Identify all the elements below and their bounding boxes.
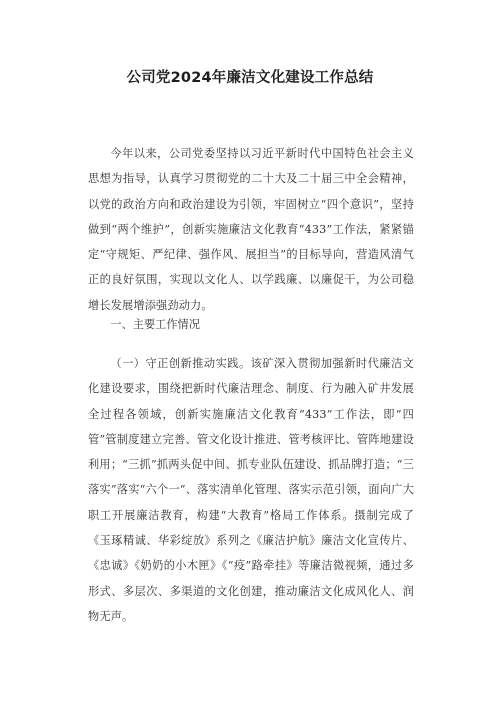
- intro-paragraph: 今年以来，公司党委坚持以习近平新时代中国特色社会主义思想为指导，认真学习贯彻党的二十大及二十届三中全会精神，以党的政治方向和政治建设为引领，牢固树立“四个意识”，坚持做到“两个维护”，创新实施廉洁文化教育“433”工作法，紧紧锚定“守规矩、严纪律、强作风、展担当”的目标导向，营造风清气正的良好氛围，实现以文化人、以学践廉、以廉促干，为公司稳增长发展增添强劲动力。: [88, 147, 414, 312]
- item-paragraph-practice: （一）守正创新推动实践。该矿深入贯彻加强新时代廉洁文化建设要求，围绕把新时代廉洁理念、制度、行为融入矿井发展全过程各领域，创新实施廉洁文化教育“433”工作法，即“四管”管制度建立完善、管文化设计推进、管考核评比、管阵地建设利用；“三抓”抓两头促中间、抓专业队伍建设、抓品牌打造；“三落实”落实“六个一“、落实清单化管理、落实示范引领，面向广大职工开展廉洁教育，构建“大教育”格局工作体系。摄制完成了《玉琢精诚、华彩绽放》系列之《廉洁护航》廉洁文化宣传片、《忠诚》《奶奶的小木匣》《“疫”路牵挂》等廉洁微视频，通过多形式、多层次、多渠道的文化创建，推动廉洁文化成风化人、润物无声。: [88, 357, 414, 623]
- document-title: 公司党2024年廉洁文化建设工作总结: [126, 70, 374, 86]
- section-heading-main-work: 一、主要工作情况: [110, 318, 200, 331]
